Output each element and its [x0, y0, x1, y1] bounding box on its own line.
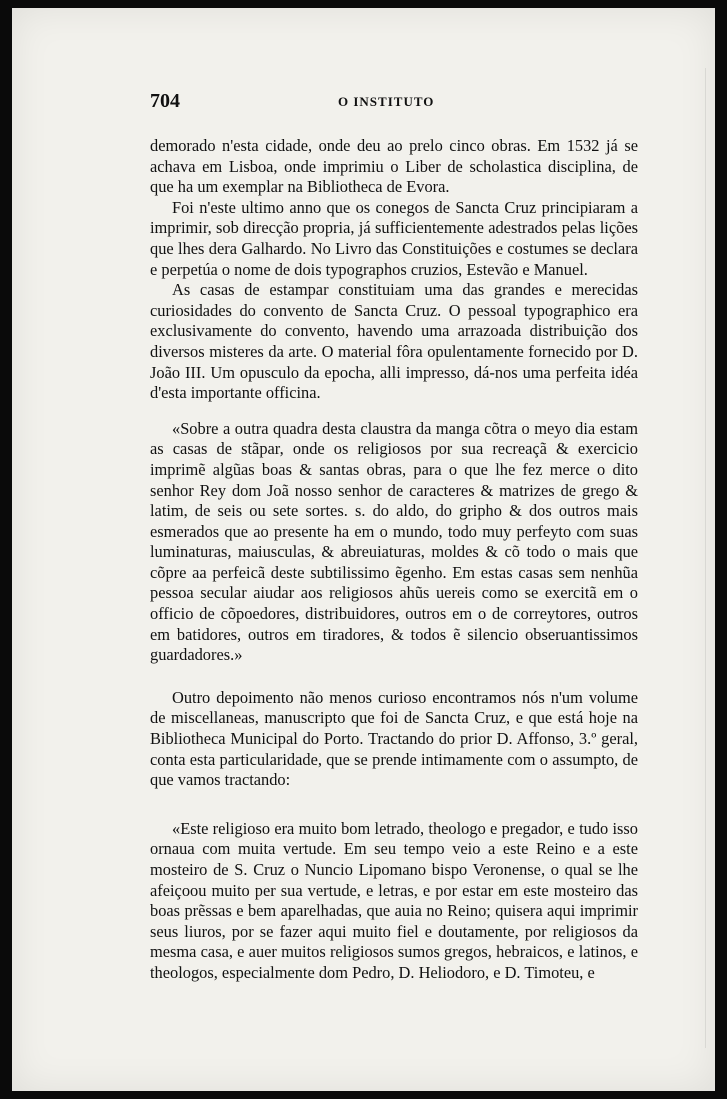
quotation-manuscripto: «Este religioso era muito bom letrado, theologo e pregador, e tudo isso ornaua com muita vertude. Em seu tempo veio a este Reino e a este mosteiro de S. Cruz o Nuncio Lipomano bispo Veronense, o qual se lhe afeiçoou muito per sua vertude, e letras, e por estar em este mosteiro das boas prẽssas e bem aparelhadas, que auia no Reino; quisera aqui imprimir seus liuros, por se fazer aqui muito fiel e doutamente, por religiosos da mesma casa, e auer muitos religiosos sumos gregos, hebraicos, e latinos, e theologos, especialmente dom Pedro, D. Heliodoro, e D. Timoteu, e	[150, 818, 638, 982]
paragraph-conegos: Foi n'este ultimo anno que os conegos de Sancta Cruz principiaram a imprimir, sob direcção propria, já sufficientemente adestrados pelas lições que lhes dera Galhardo. No Livro das Constituições e costumes se declara e perpetúa o nome de dois typographos cruzios, Estevão e Manuel.	[150, 197, 638, 279]
paragraph-casas-de-estampar: As casas de estampar constituiam uma das grandes e merecidas curiosidades do convento de Sancta Cruz. O pessoal typographico era exclusivamente do convento, havendo uma arrazoada distribuição dos diversos misteres da arte. O material fôra opulentamente fornecido por D. João III. Um opusculo da epocha, alli impresso, dá-nos uma perfeita idéa d'esta importante officina.	[150, 280, 638, 403]
page-header	[150, 90, 638, 116]
quotation-opusculo: «Sobre a outra quadra desta claustra da manga cõtra o meyo dia estam as casas de stãpar, onde os religiosos por sua recreaçã & exercicio imprimẽ algũas boas & santas obras, para o que lhe fez merce o dito senhor Rey dom Joã nosso senhor de caracteres & matrizes de grego & latim, de seis ou sete sortes. s. do aldo, do gripho & dos outros mais esmerados que ao presente ha em o mundo, todo muy perfeyto com suas luminaturas, maiusculas, & abreuiaturas, moldes & cõ todo o mais que cõpre aa perfeicã deste subtilissimo ẽgenho. Em estas casas sem nenhũa pessoa secular aiudar aos religiosos ahũs uereis como se exercitã em o officio de cõpoedores, distribuidores, outros em o de correytores, outros em batidores, outros em tiradores, & todos ẽ silencio obseruantissimos guardadores.»	[150, 418, 638, 665]
paragraph-depoimento: Outro depoimento não menos curioso encontramos nós n'um volume de miscellaneas, manuscripto que foi de Sancta Cruz, e que está hoje na Bibliotheca Municipal do Porto. Tractando do prior D. Affonso, 3.º geral, conta esta particularidade, que se prende intimamente com o assumpto, de que vamos tractando:	[150, 687, 638, 790]
page-number: 704	[150, 90, 180, 112]
page-edge-shadow	[705, 68, 706, 1048]
page-body	[150, 136, 638, 984]
book-page	[12, 8, 715, 1091]
paragraph-continuation: demorado n'esta cidade, onde deu ao prelo cinco obras. Em 1532 já se achava em Lisboa, onde imprimiu o Liber de scholastica disciplina, de que ha um exemplar na Bibliotheca de Evora.	[150, 136, 638, 197]
running-title: O INSTITUTO	[338, 94, 435, 109]
